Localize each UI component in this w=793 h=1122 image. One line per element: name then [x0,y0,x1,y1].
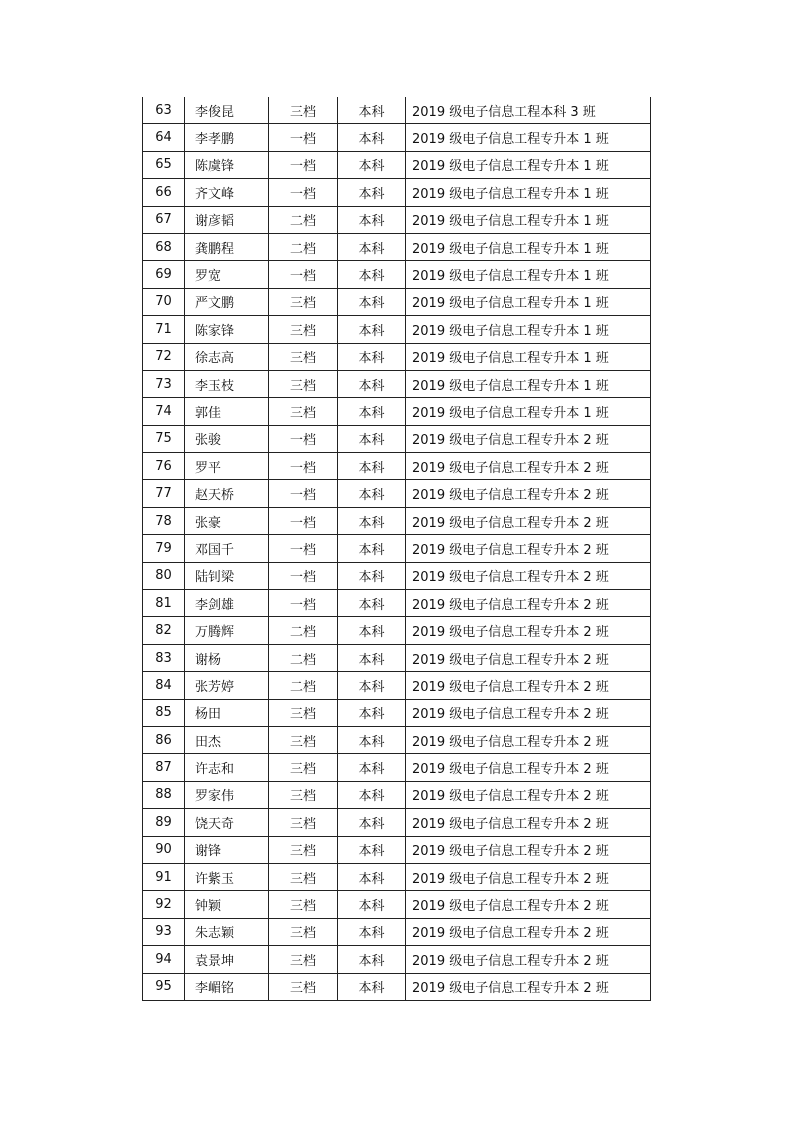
student-name-cell: 罗平 [185,453,269,480]
level-cell: 本科 [338,836,406,863]
level-cell: 本科 [338,617,406,644]
table-row [143,672,651,699]
tier-cell: 二档 [269,672,338,699]
class-cell: 2019 级电子信息工程专升本 2 班 [406,918,651,945]
level-cell: 本科 [338,699,406,726]
class-cell: 2019 级电子信息工程专升本 2 班 [406,453,651,480]
tier-cell: 一档 [269,507,338,534]
class-cell: 2019 级电子信息工程专升本 2 班 [406,699,651,726]
level-cell: 本科 [338,179,406,206]
student-name-cell: 罗宽 [185,261,269,288]
tier-cell: 三档 [269,863,338,890]
level-cell: 本科 [338,918,406,945]
level-cell: 本科 [338,453,406,480]
table-row [143,562,651,589]
student-name-cell: 杨田 [185,699,269,726]
row-number-cell: 91 [143,863,185,890]
level-cell: 本科 [338,726,406,753]
tier-cell: 三档 [269,836,338,863]
table-row [143,343,651,370]
tier-cell: 二档 [269,644,338,671]
table-row [143,507,651,534]
row-number-cell: 87 [143,754,185,781]
table-row [143,726,651,753]
table-row [143,179,651,206]
tier-cell: 一档 [269,562,338,589]
row-number-cell: 67 [143,206,185,233]
row-number-cell: 89 [143,809,185,836]
class-cell: 2019 级电子信息工程专升本 2 班 [406,863,651,890]
row-number-cell: 74 [143,398,185,425]
student-name-cell: 罗家伟 [185,781,269,808]
row-number-cell: 71 [143,316,185,343]
class-cell: 2019 级电子信息工程专升本 2 班 [406,754,651,781]
class-cell: 2019 级电子信息工程专升本 2 班 [406,507,651,534]
table-row [143,261,651,288]
class-cell: 2019 级电子信息工程专升本 2 班 [406,590,651,617]
row-number-cell: 69 [143,261,185,288]
row-number-cell: 82 [143,617,185,644]
tier-cell: 一档 [269,124,338,151]
student-name-cell: 陈虞锋 [185,151,269,178]
row-number-cell: 92 [143,891,185,918]
student-name-cell: 李孝鹏 [185,124,269,151]
tier-cell: 三档 [269,288,338,315]
table-row [143,863,651,890]
class-cell: 2019 级电子信息工程专升本 2 班 [406,672,651,699]
level-cell: 本科 [338,124,406,151]
class-cell: 2019 级电子信息工程专升本 2 班 [406,891,651,918]
level-cell: 本科 [338,891,406,918]
student-name-cell: 严文鹏 [185,288,269,315]
row-number-cell: 85 [143,699,185,726]
student-name-cell: 朱志颖 [185,918,269,945]
level-cell: 本科 [338,507,406,534]
class-cell: 2019 级电子信息工程专升本 2 班 [406,562,651,589]
table-row [143,590,651,617]
tier-cell: 三档 [269,918,338,945]
class-cell: 2019 级电子信息工程本科 3 班 [406,97,651,124]
class-cell: 2019 级电子信息工程专升本 2 班 [406,480,651,507]
tier-cell: 二档 [269,206,338,233]
table-row [143,535,651,562]
student-name-cell: 万腾辉 [185,617,269,644]
tier-cell: 三档 [269,973,338,1000]
table-row [143,151,651,178]
student-name-cell: 许紫玉 [185,863,269,890]
tier-cell: 二档 [269,617,338,644]
class-cell: 2019 级电子信息工程专升本 2 班 [406,781,651,808]
level-cell: 本科 [338,480,406,507]
class-cell: 2019 级电子信息工程专升本 1 班 [406,370,651,397]
class-cell: 2019 级电子信息工程专升本 1 班 [406,179,651,206]
table-row [143,370,651,397]
level-cell: 本科 [338,370,406,397]
student-name-cell: 李嵋铭 [185,973,269,1000]
row-number-cell: 65 [143,151,185,178]
tier-cell: 一档 [269,590,338,617]
tier-cell: 三档 [269,781,338,808]
row-number-cell: 78 [143,507,185,534]
tier-cell: 三档 [269,726,338,753]
student-name-cell: 田杰 [185,726,269,753]
tier-cell: 三档 [269,343,338,370]
table-row [143,946,651,973]
level-cell: 本科 [338,398,406,425]
tier-cell: 一档 [269,535,338,562]
tier-cell: 一档 [269,480,338,507]
table-row [143,836,651,863]
student-name-cell: 赵天桥 [185,480,269,507]
tier-cell: 三档 [269,370,338,397]
table-row [143,781,651,808]
level-cell: 本科 [338,672,406,699]
class-cell: 2019 级电子信息工程专升本 1 班 [406,233,651,260]
table-row [143,288,651,315]
class-cell: 2019 级电子信息工程专升本 1 班 [406,343,651,370]
table-row [143,398,651,425]
row-number-cell: 79 [143,535,185,562]
row-number-cell: 68 [143,233,185,260]
student-table-body [143,97,651,1000]
class-cell: 2019 级电子信息工程专升本 2 班 [406,809,651,836]
table-row [143,644,651,671]
student-name-cell: 张芳婷 [185,672,269,699]
table-row [143,124,651,151]
student-name-cell: 谢锋 [185,836,269,863]
table-row [143,316,651,343]
level-cell: 本科 [338,781,406,808]
level-cell: 本科 [338,754,406,781]
student-name-cell: 袁景坤 [185,946,269,973]
table-row [143,617,651,644]
class-cell: 2019 级电子信息工程专升本 1 班 [406,288,651,315]
student-name-cell: 张豪 [185,507,269,534]
student-name-cell: 李玉枝 [185,370,269,397]
student-name-cell: 谢杨 [185,644,269,671]
level-cell: 本科 [338,809,406,836]
student-name-cell: 徐志高 [185,343,269,370]
table-row [143,918,651,945]
table-row [143,809,651,836]
tier-cell: 三档 [269,699,338,726]
tier-cell: 三档 [269,97,338,124]
tier-cell: 一档 [269,179,338,206]
student-name-cell: 谢彦韬 [185,206,269,233]
class-cell: 2019 级电子信息工程专升本 1 班 [406,206,651,233]
level-cell: 本科 [338,233,406,260]
tier-cell: 一档 [269,151,338,178]
class-cell: 2019 级电子信息工程专升本 1 班 [406,316,651,343]
tier-cell: 三档 [269,946,338,973]
student-name-cell: 郭佳 [185,398,269,425]
level-cell: 本科 [338,425,406,452]
student-name-cell: 龚鹏程 [185,233,269,260]
level-cell: 本科 [338,261,406,288]
row-number-cell: 90 [143,836,185,863]
level-cell: 本科 [338,973,406,1000]
class-cell: 2019 级电子信息工程专升本 2 班 [406,535,651,562]
table-row [143,754,651,781]
level-cell: 本科 [338,562,406,589]
class-cell: 2019 级电子信息工程专升本 2 班 [406,946,651,973]
table-row [143,425,651,452]
level-cell: 本科 [338,343,406,370]
class-cell: 2019 级电子信息工程专升本 2 班 [406,617,651,644]
tier-cell: 三档 [269,754,338,781]
class-cell: 2019 级电子信息工程专升本 2 班 [406,644,651,671]
student-name-cell: 邓国千 [185,535,269,562]
row-number-cell: 84 [143,672,185,699]
table-row [143,97,651,124]
row-number-cell: 64 [143,124,185,151]
table-row [143,891,651,918]
row-number-cell: 66 [143,179,185,206]
tier-cell: 三档 [269,809,338,836]
class-cell: 2019 级电子信息工程专升本 2 班 [406,836,651,863]
row-number-cell: 80 [143,562,185,589]
row-number-cell: 72 [143,343,185,370]
table-row [143,480,651,507]
student-name-cell: 饶天奇 [185,809,269,836]
row-number-cell: 88 [143,781,185,808]
table-row [143,453,651,480]
table-row [143,973,651,1000]
tier-cell: 一档 [269,453,338,480]
table-row [143,233,651,260]
row-number-cell: 95 [143,973,185,1000]
student-name-cell: 许志和 [185,754,269,781]
class-cell: 2019 级电子信息工程专升本 1 班 [406,151,651,178]
row-number-cell: 81 [143,590,185,617]
level-cell: 本科 [338,535,406,562]
row-number-cell: 70 [143,288,185,315]
row-number-cell: 86 [143,726,185,753]
row-number-cell: 77 [143,480,185,507]
tier-cell: 二档 [269,233,338,260]
row-number-cell: 63 [143,97,185,124]
student-name-cell: 钟颖 [185,891,269,918]
row-number-cell: 75 [143,425,185,452]
class-cell: 2019 级电子信息工程专升本 2 班 [406,973,651,1000]
tier-cell: 三档 [269,398,338,425]
level-cell: 本科 [338,863,406,890]
class-cell: 2019 级电子信息工程专升本 2 班 [406,425,651,452]
tier-cell: 一档 [269,261,338,288]
level-cell: 本科 [338,97,406,124]
class-cell: 2019 级电子信息工程专升本 1 班 [406,398,651,425]
class-cell: 2019 级电子信息工程专升本 1 班 [406,124,651,151]
table-row [143,206,651,233]
class-cell: 2019 级电子信息工程专升本 1 班 [406,261,651,288]
student-name-cell: 李剑雄 [185,590,269,617]
row-number-cell: 83 [143,644,185,671]
student-table [142,97,651,1001]
table-row [143,699,651,726]
level-cell: 本科 [338,206,406,233]
row-number-cell: 94 [143,946,185,973]
class-cell: 2019 级电子信息工程专升本 2 班 [406,726,651,753]
student-name-cell: 陈家锋 [185,316,269,343]
row-number-cell: 93 [143,918,185,945]
level-cell: 本科 [338,151,406,178]
tier-cell: 一档 [269,425,338,452]
row-number-cell: 73 [143,370,185,397]
row-number-cell: 76 [143,453,185,480]
tier-cell: 三档 [269,891,338,918]
level-cell: 本科 [338,316,406,343]
level-cell: 本科 [338,590,406,617]
level-cell: 本科 [338,946,406,973]
student-name-cell: 张骏 [185,425,269,452]
level-cell: 本科 [338,644,406,671]
tier-cell: 三档 [269,316,338,343]
student-name-cell: 齐文峰 [185,179,269,206]
student-name-cell: 陆钊梁 [185,562,269,589]
student-name-cell: 李俊昆 [185,97,269,124]
level-cell: 本科 [338,288,406,315]
